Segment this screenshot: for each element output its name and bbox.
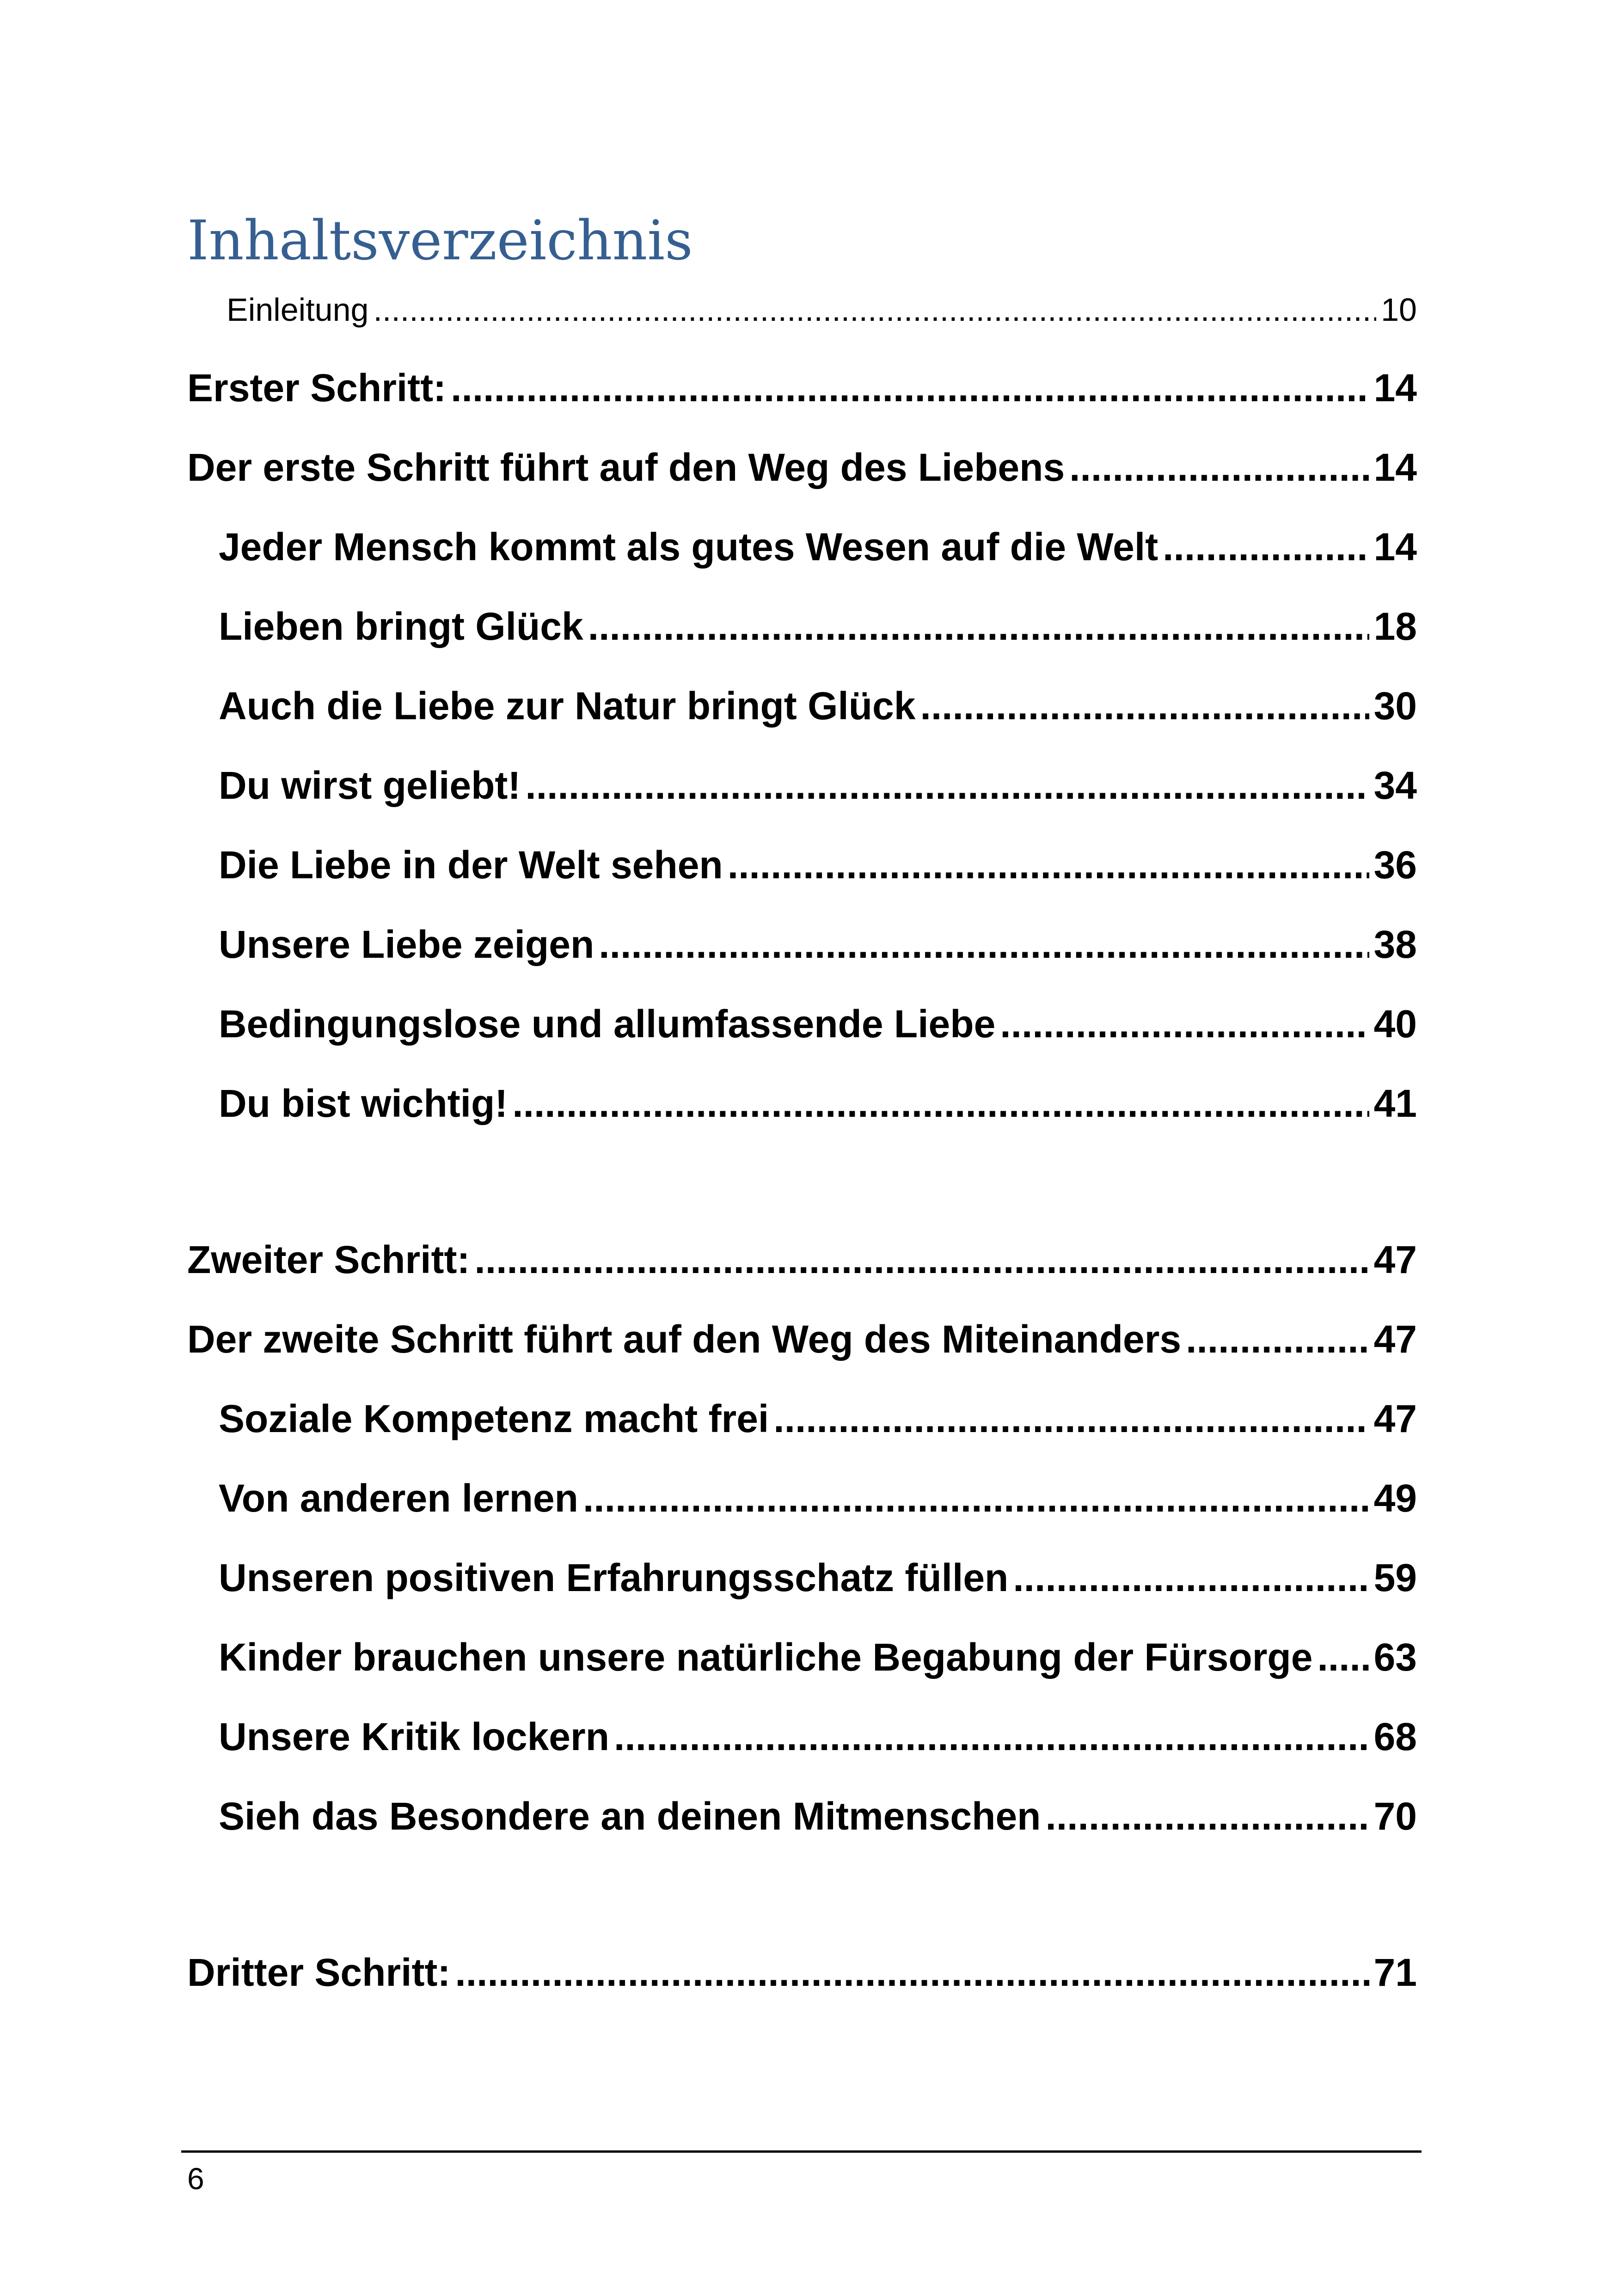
toc-entry-liebe-zur-natur[interactable] (219, 678, 1417, 734)
dot-leader (1186, 1311, 1369, 1367)
dot-leader (525, 758, 1369, 813)
dot-leader (588, 599, 1369, 654)
toc-entry-page: 14 (1373, 446, 1417, 489)
toc-entry-dritter-schritt[interactable] (187, 1945, 1417, 2000)
toc-entry-jeder-mensch[interactable] (219, 519, 1417, 575)
dot-leader (599, 917, 1369, 972)
toc-entry-page: 18 (1373, 605, 1417, 648)
toc-entry-page: 47 (1373, 1238, 1417, 1281)
toc-entry-page: 34 (1373, 764, 1417, 807)
dot-leader (373, 287, 1376, 333)
toc-entry-page: 36 (1373, 843, 1417, 887)
toc-entry-label: Du wirst geliebt! (219, 764, 521, 807)
toc-entry-du-bist-wichtig[interactable] (219, 1076, 1417, 1131)
toc-entry-label: Jeder Mensch kommt als gutes Wesen auf die Welt (219, 525, 1158, 569)
toc-entry-weg-des-liebens[interactable] (187, 440, 1417, 495)
dot-leader (920, 678, 1369, 734)
toc-entry-label: Der erste Schritt führt auf den Weg des Liebens (187, 446, 1065, 489)
toc-entry-label: Bedingungslose und allumfassende Liebe (219, 1002, 996, 1046)
toc-entry-label: Der zweite Schritt führt auf den Weg des Miteinanders (187, 1317, 1182, 1361)
toc-entry-soziale-kompetenz[interactable] (219, 1391, 1417, 1446)
dot-leader (474, 1232, 1369, 1287)
toc-entry-page: 10 (1381, 292, 1417, 328)
toc-entry-kritik-lockern[interactable] (219, 1709, 1417, 1764)
toc-entry-kinder-fuersorge[interactable] (219, 1629, 1417, 1685)
toc-entry-einleitung[interactable] (227, 287, 1417, 333)
dot-leader (728, 837, 1369, 893)
toc-entry-label: Sieh das Besondere an deinen Mitmenschen (219, 1794, 1041, 1838)
dot-leader (1163, 519, 1369, 575)
dot-leader (773, 1391, 1369, 1446)
footer-divider (181, 2150, 1422, 2153)
toc-entry-page: 71 (1373, 1951, 1417, 1994)
toc-entry-page: 41 (1373, 1082, 1417, 1125)
toc-entry-erfahrungsschatz[interactable] (219, 1550, 1417, 1605)
dot-leader (1317, 1629, 1369, 1685)
toc-entry-von-anderen-lernen[interactable] (219, 1470, 1417, 1526)
toc-entry-label: Kinder brauchen unsere natürliche Begabung der Fürsorge (219, 1635, 1313, 1679)
toc-entry-weg-des-miteinanders[interactable] (187, 1311, 1417, 1367)
toc-entry-label: Einleitung (227, 292, 369, 328)
toc-entry-zweiter-schritt[interactable] (187, 1232, 1417, 1287)
toc-entry-label: Von anderen lernen (219, 1476, 578, 1520)
footer-page-number: 6 (187, 2161, 204, 2196)
toc-entry-label: Lieben bringt Glück (219, 605, 583, 648)
page-title: Inhaltsverzeichnis (187, 208, 693, 272)
toc-entry-label: Du bist wichtig! (219, 1082, 508, 1125)
toc-entry-page: 68 (1373, 1715, 1417, 1758)
toc-entry-page: 47 (1373, 1397, 1417, 1440)
dot-leader (455, 1945, 1369, 2000)
dot-leader (1013, 1550, 1369, 1605)
dot-leader (1000, 996, 1369, 1052)
toc-entry-besondere-mitmenschen[interactable] (219, 1788, 1417, 1844)
dot-leader (451, 360, 1369, 416)
toc-entry-label: Auch die Liebe zur Natur bringt Glück (219, 684, 916, 728)
toc-entry-page: 63 (1373, 1635, 1417, 1679)
toc-entry-du-wirst-geliebt[interactable] (219, 758, 1417, 813)
toc-entry-page: 59 (1373, 1556, 1417, 1599)
toc-entry-page: 40 (1373, 1002, 1417, 1046)
toc-entry-label: Unsere Liebe zeigen (219, 923, 594, 966)
toc-entry-label: Soziale Kompetenz macht frei (219, 1397, 769, 1440)
toc-entry-erster-schritt[interactable] (187, 360, 1417, 416)
dot-leader (512, 1076, 1369, 1131)
toc-entry-page: 47 (1373, 1317, 1417, 1361)
toc-entry-page: 14 (1373, 366, 1417, 410)
toc-entry-label: Dritter Schritt: (187, 1951, 451, 1994)
dot-leader (614, 1709, 1369, 1764)
dot-leader (583, 1470, 1369, 1526)
toc-entry-label: Unsere Kritik lockern (219, 1715, 610, 1758)
toc-entry-bedingungslose-liebe[interactable] (219, 996, 1417, 1052)
toc-entry-page: 49 (1373, 1476, 1417, 1520)
toc-entry-page: 38 (1373, 923, 1417, 966)
toc-entry-unsere-liebe-zeigen[interactable] (219, 917, 1417, 972)
toc-entry-label: Zweiter Schritt: (187, 1238, 470, 1281)
toc-entry-page: 14 (1373, 525, 1417, 569)
dot-leader (1069, 440, 1369, 495)
toc-entry-label: Erster Schritt: (187, 366, 447, 410)
toc-entry-liebe-in-der-welt[interactable] (219, 837, 1417, 893)
toc-entry-lieben-bringt-glueck[interactable] (219, 599, 1417, 654)
toc-entry-label: Die Liebe in der Welt sehen (219, 843, 723, 887)
toc-entry-label: Unseren positiven Erfahrungsschatz füllen (219, 1556, 1009, 1599)
dot-leader (1045, 1788, 1369, 1844)
toc-entry-page: 30 (1373, 684, 1417, 728)
toc-entry-page: 70 (1373, 1794, 1417, 1838)
